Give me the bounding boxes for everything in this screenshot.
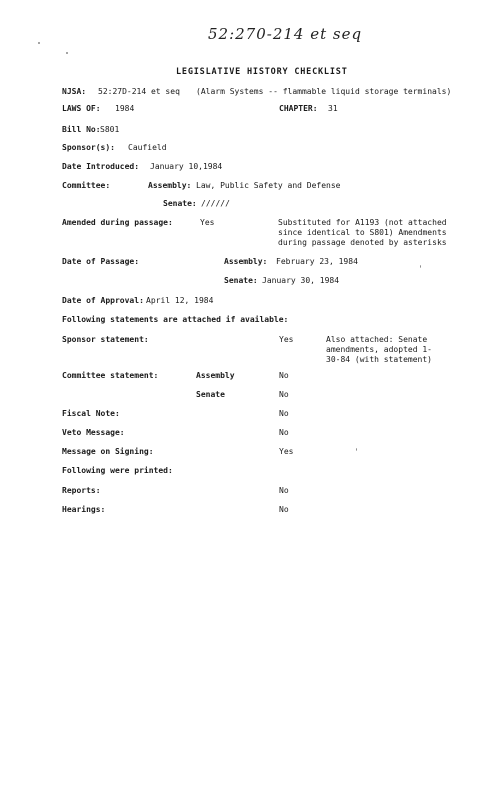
reports-value: No xyxy=(279,486,289,495)
printed-heading: Following were printed: xyxy=(62,466,173,475)
passage-senate-label: Senate: xyxy=(224,276,258,285)
handwritten-reference: 52:270-214 et seq xyxy=(208,25,363,43)
passage-assembly-label: Assembly: xyxy=(224,257,268,266)
fiscal-note-label: Fiscal Note: xyxy=(62,409,120,418)
sponsor-statement-note: Also attached: Senate amendments, adopted 1-30-84 (with statement) xyxy=(326,335,432,364)
message-on-signing-label: Message on Signing: xyxy=(62,447,154,456)
committee-assembly-label: Assembly: xyxy=(148,181,192,190)
chapter-label: CHAPTER: xyxy=(279,104,318,113)
amended-label: Amended during passage: xyxy=(62,218,173,227)
committee-statement-assembly-value: No xyxy=(279,371,289,380)
date-introduced-value: January 10,1984 xyxy=(150,162,223,171)
attached-heading: Following statements are attached if available: xyxy=(62,315,289,324)
sponsor-statement-value: Yes xyxy=(279,335,294,344)
njsa-subject: (Alarm Systems -- flammable liquid storage terminals) xyxy=(196,87,452,96)
message-on-signing-value: Yes xyxy=(279,447,294,456)
passage-assembly-value: February 23, 1984 xyxy=(276,257,358,266)
amended-note: Substituted for A1193 (not attached since identical to S801) Amendments during passage denoted by asterisks xyxy=(278,218,447,247)
date-of-passage-label: Date of Passage: xyxy=(62,257,140,266)
veto-message-label: Veto Message: xyxy=(62,428,125,437)
committee-assembly-value: Law, Public Safety and Defense xyxy=(196,181,341,190)
sponsors-value: Caufield xyxy=(128,143,167,152)
passage-senate-value: January 30, 1984 xyxy=(262,276,340,285)
committee-statement-senate-label: Senate xyxy=(196,390,225,399)
date-of-approval-value: April 12, 1984 xyxy=(146,296,214,305)
page-title: LEGISLATIVE HISTORY CHECKLIST xyxy=(176,67,348,77)
committee-statement-label: Committee statement: xyxy=(62,371,159,380)
committee-statement-senate-value: No xyxy=(279,390,289,399)
amended-value: Yes xyxy=(200,218,215,227)
bill-no-label: Bill No: xyxy=(62,125,101,134)
laws-of-value: 1984 xyxy=(115,104,135,113)
veto-message-value: No xyxy=(279,428,289,437)
committee-senate-value: ////// xyxy=(201,199,230,208)
bill-no-value: S801 xyxy=(100,125,120,134)
committee-senate-label: Senate: xyxy=(163,199,197,208)
hearings-value: No xyxy=(279,505,289,514)
hearings-label: Hearings: xyxy=(62,505,106,514)
scan-speck xyxy=(38,42,40,44)
committee-statement-assembly-label: Assembly xyxy=(196,371,235,380)
sponsors-label: Sponsor(s): xyxy=(62,143,115,152)
fiscal-note-value: No xyxy=(279,409,289,418)
njsa-value: 52:27D-214 et seq xyxy=(98,87,180,96)
sponsor-statement-label: Sponsor statement: xyxy=(62,335,149,344)
date-of-approval-label: Date of Approval: xyxy=(62,296,144,305)
scan-speck xyxy=(356,448,357,451)
njsa-label: NJSA: xyxy=(62,87,87,96)
reports-label: Reports: xyxy=(62,486,101,495)
committee-label: Committee: xyxy=(62,181,111,190)
scan-speck xyxy=(420,265,421,268)
date-introduced-label: Date Introduced: xyxy=(62,162,140,171)
laws-of-label: LAWS OF: xyxy=(62,104,101,113)
scan-speck xyxy=(66,52,68,54)
chapter-value: 31 xyxy=(328,104,338,113)
